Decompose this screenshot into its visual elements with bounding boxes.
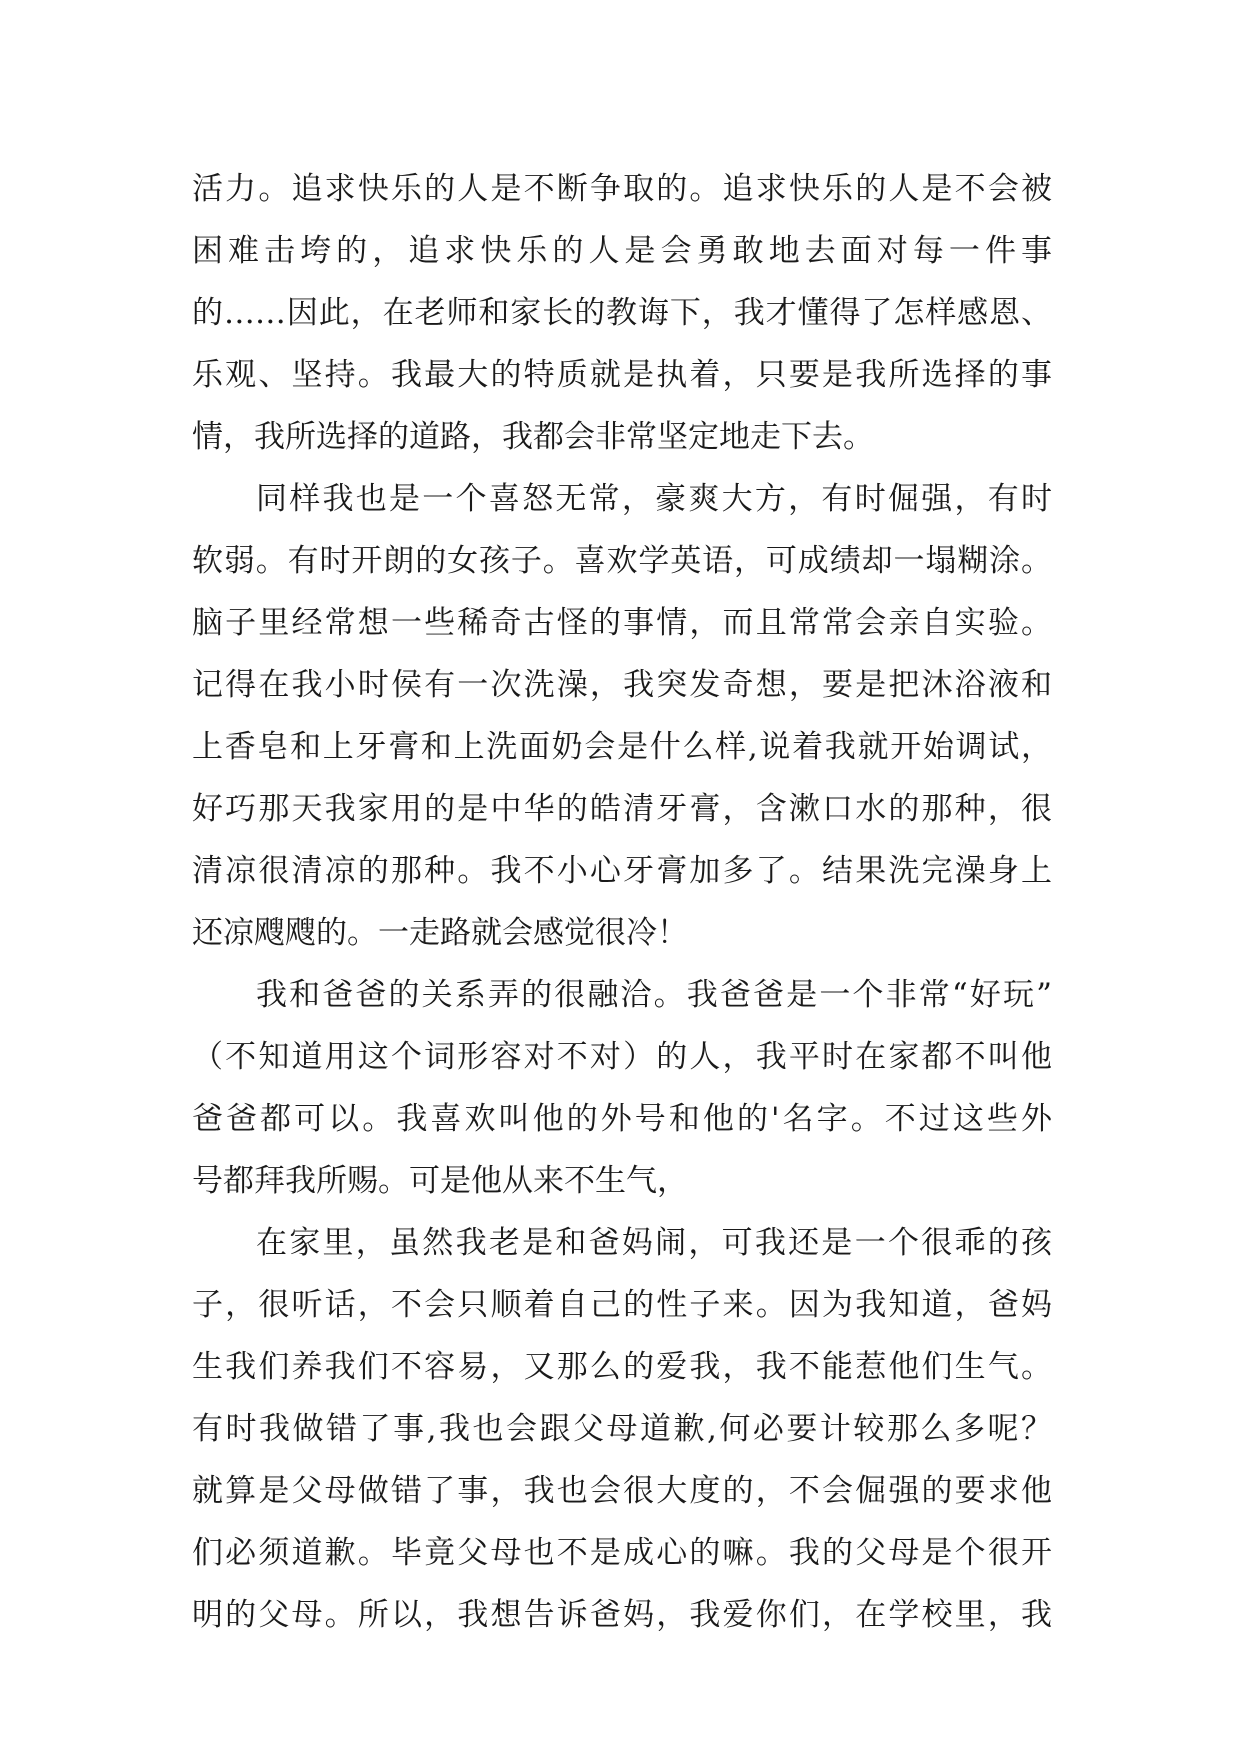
text-line: 就算是父母做错了事，我也会很大度的，不会倔强的要求他 bbox=[192, 1473, 1052, 1509]
text-line: 同样我也是一个喜怒无常，豪爽大方，有时倔强，有时 bbox=[256, 481, 1052, 517]
document-body bbox=[192, 158, 1052, 1646]
text-line: 乐观、坚持。我最大的特质就是执着，只要是我所选择的事 bbox=[192, 357, 1052, 393]
paragraph-2 bbox=[192, 468, 1052, 964]
text-line: （不知道用这个词形容对不对）的人，我平时在家都不叫他 bbox=[192, 1039, 1052, 1075]
text-line: 生我们养我们不容易，又那么的爱我，我不能惹他们生气。 bbox=[192, 1349, 1052, 1385]
text-line: 软弱。有时开朗的女孩子。喜欢学英语，可成绩却一塌糊涂。 bbox=[192, 543, 1052, 579]
paragraph-3 bbox=[192, 964, 1052, 1212]
text-line: 困难击垮的，追求快乐的人是会勇敢地去面对每一件事 bbox=[192, 233, 1052, 269]
text-line: 我和爸爸的关系弄的很融洽。我爸爸是一个非常“好玩” bbox=[256, 977, 1052, 1013]
text-line: 的……因此，在老师和家长的教诲下，我才懂得了怎样感恩、 bbox=[192, 295, 1052, 331]
text-line: 情，我所选择的道路，我都会非常坚定地走下去。 bbox=[192, 419, 874, 455]
text-line: 们必须道歉。毕竟父母也不是成心的嘛。我的父母是个很开 bbox=[192, 1535, 1052, 1571]
text-line: 子，很听话，不会只顺着自己的性子来。因为我知道，爸妈 bbox=[192, 1287, 1052, 1323]
text-line: 在家里，虽然我老是和爸妈闹，可我还是一个很乖的孩 bbox=[256, 1225, 1052, 1261]
paragraph-1 bbox=[192, 158, 1052, 468]
text-line: 明的父母。所以，我想告诉爸妈，我爱你们，在学校里，我 bbox=[192, 1597, 1052, 1633]
text-line: 上香皂和上牙膏和上洗面奶会是什么样,说着我就开始调试， bbox=[192, 729, 1052, 765]
text-line: 脑子里经常想一些稀奇古怪的事情，而且常常会亲自实验。 bbox=[192, 605, 1052, 641]
text-line: 活力。追求快乐的人是不断争取的。追求快乐的人是不会被 bbox=[192, 171, 1052, 207]
text-line: 清凉很清凉的那种。我不小心牙膏加多了。结果洗完澡身上 bbox=[192, 853, 1052, 889]
text-line: 号都拜我所赐。可是他从来不生气， bbox=[192, 1163, 688, 1199]
text-line: 好巧那天我家用的是中华的皓清牙膏，含漱口水的那种，很 bbox=[192, 791, 1052, 827]
text-line: 记得在我小时侯有一次洗澡，我突发奇想，要是把沐浴液和 bbox=[192, 667, 1052, 703]
text-line: 还凉飕飕的。一走路就会感觉很冷！ bbox=[192, 915, 688, 951]
text-line: 有时我做错了事,我也会跟父母道歉,何必要计较那么多呢？ bbox=[192, 1411, 1052, 1447]
text-line: 爸爸都可以。我喜欢叫他的外号和他的'名字。不过这些外 bbox=[192, 1101, 1052, 1137]
paragraph-4 bbox=[192, 1212, 1052, 1646]
